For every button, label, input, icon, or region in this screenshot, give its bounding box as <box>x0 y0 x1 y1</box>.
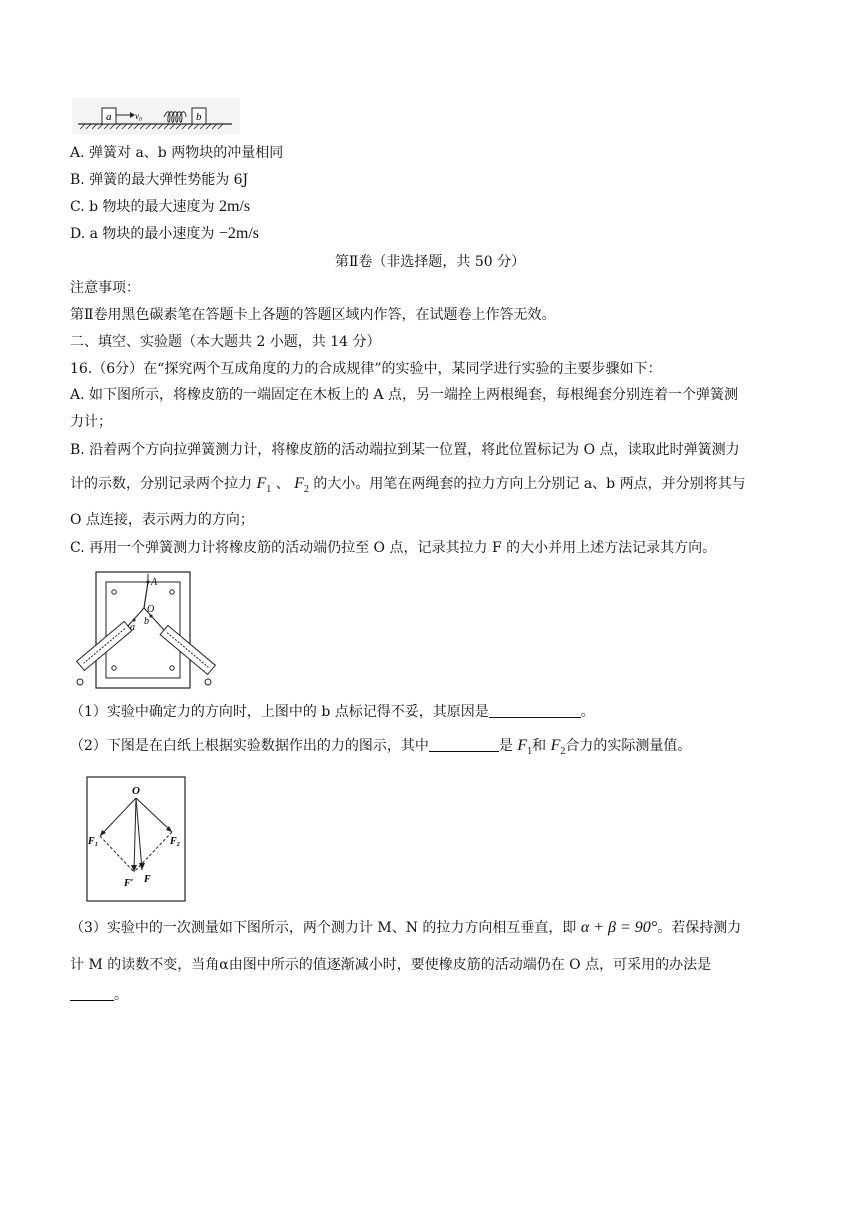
q16-sub3-line2: 计 M 的读数不变，当角α由图中所示的值逐渐减小时，要使橡皮筋的活动端仍在 O 点，可采用的办法是 <box>70 957 712 973</box>
option-b: B. 弹簧的最大弹性势能为 6J <box>70 172 249 188</box>
option-d <box>70 224 800 244</box>
q16-step-b-line2: 计的示数，分别记录两个拉力 $F_1$ 、 $F_2$ 的大小。用笔在两绳套的拉力方向上分别记 a、b 两点，并分别将其与 <box>70 475 746 496</box>
fig1-label-a-point: A <box>151 577 158 588</box>
f1-symbol: $F_1$ <box>256 475 272 496</box>
q16-step-b-line1: B. 沿着两个方向拉弹簧测力计，将橡皮筋的活动端拉到某一位置，将此位置标记为 O 点，读取此时弹簧测力 <box>70 442 740 458</box>
q16-step-a-line2: 力计； <box>70 414 112 430</box>
notice-text: 第Ⅱ卷用黑色碳素笔在答题卡上各题的答题区域内作答，在试题卷上作答无效。 <box>70 307 556 323</box>
fig1-label-a: a <box>130 622 135 633</box>
answer-blank-1[interactable] <box>489 703 581 718</box>
figure-force-diagram <box>86 776 186 902</box>
angle-equation: α + β = 90° <box>580 919 658 936</box>
section-title: 第Ⅱ卷（非选择题，共 50 分） <box>334 254 526 270</box>
option-c-value: 2m/s <box>218 198 251 215</box>
option-c-text: C. b 物块的最大速度为 <box>70 199 215 215</box>
answer-blank-2[interactable] <box>429 737 499 752</box>
part-heading: 二、填空、实验题（本大题共 2 小题，共 14 分） <box>70 334 381 350</box>
figure-spring-scales <box>72 570 216 694</box>
option-a: A. 弹簧对 a、b 两物块的冲量相同 <box>70 145 284 161</box>
q16-sub3-line3: 。 <box>70 985 800 1005</box>
fig2-label-f1: F₁ <box>88 836 99 847</box>
block-b-label: b <box>196 111 202 123</box>
block-a-label: a <box>106 111 112 123</box>
q16-step-a-line1: A. 如下图所示，将橡皮筋的一端固定在木板上的 A 点，另一端拴上两根绳套，每根绳套分别连着一个弹簧测 <box>70 387 739 403</box>
option-d-value: −2m/s <box>218 225 260 242</box>
q16-sub1: （1）实验中确定力的方向时，上图中的 b 点标记得不妥，其原因是 。 <box>70 704 595 720</box>
answer-blank-3[interactable] <box>70 986 114 1001</box>
sub2-f1-symbol: $F_1$ <box>517 737 533 758</box>
fig1-label-o: O <box>147 604 155 615</box>
f2-symbol: $F_2$ <box>294 475 309 496</box>
fig2-label-f: F <box>144 874 151 885</box>
q16-step-c: C. 再用一个弹簧测力计将橡皮筋的活动端仍拉至 O 点，记录其拉力 F 的大小并用上述方法记录其方向。 <box>70 540 717 556</box>
q16-sub2: （2）下图是在白纸上根据实验数据作出的力的图示，其中 是 $F_1$和 $F_2$合力的实际测量值。 <box>70 737 692 758</box>
fig2-label-f2: F₂ <box>170 836 181 847</box>
fig1-label-b: b <box>144 616 149 627</box>
notice-label: 注意事项： <box>70 280 140 296</box>
fig2-label-o: O <box>132 785 140 797</box>
velocity-label: v₀ <box>135 111 143 121</box>
q16-sub3-line1: （3）实验中的一次测量如下图所示，两个测力计 M、N 的拉力方向相互垂直，即 α + β = 90°。若保持测力 <box>70 919 742 936</box>
sub2-f2-symbol: $F_2$ <box>550 737 566 758</box>
q16-intro: 16.（6分）在“探究两个互成角度的力的合成规律”的实验中，某同学进行实验的主要步骤如下： <box>70 361 662 377</box>
fig2-label-fprime: F′ <box>124 878 134 889</box>
option-d-text: D. a 物块的最小速度为 <box>70 226 215 242</box>
q16-step-b-line3: O 点连接，表示两力的方向； <box>70 512 254 528</box>
figure-blocks-spring <box>72 98 240 134</box>
option-c <box>70 197 800 217</box>
